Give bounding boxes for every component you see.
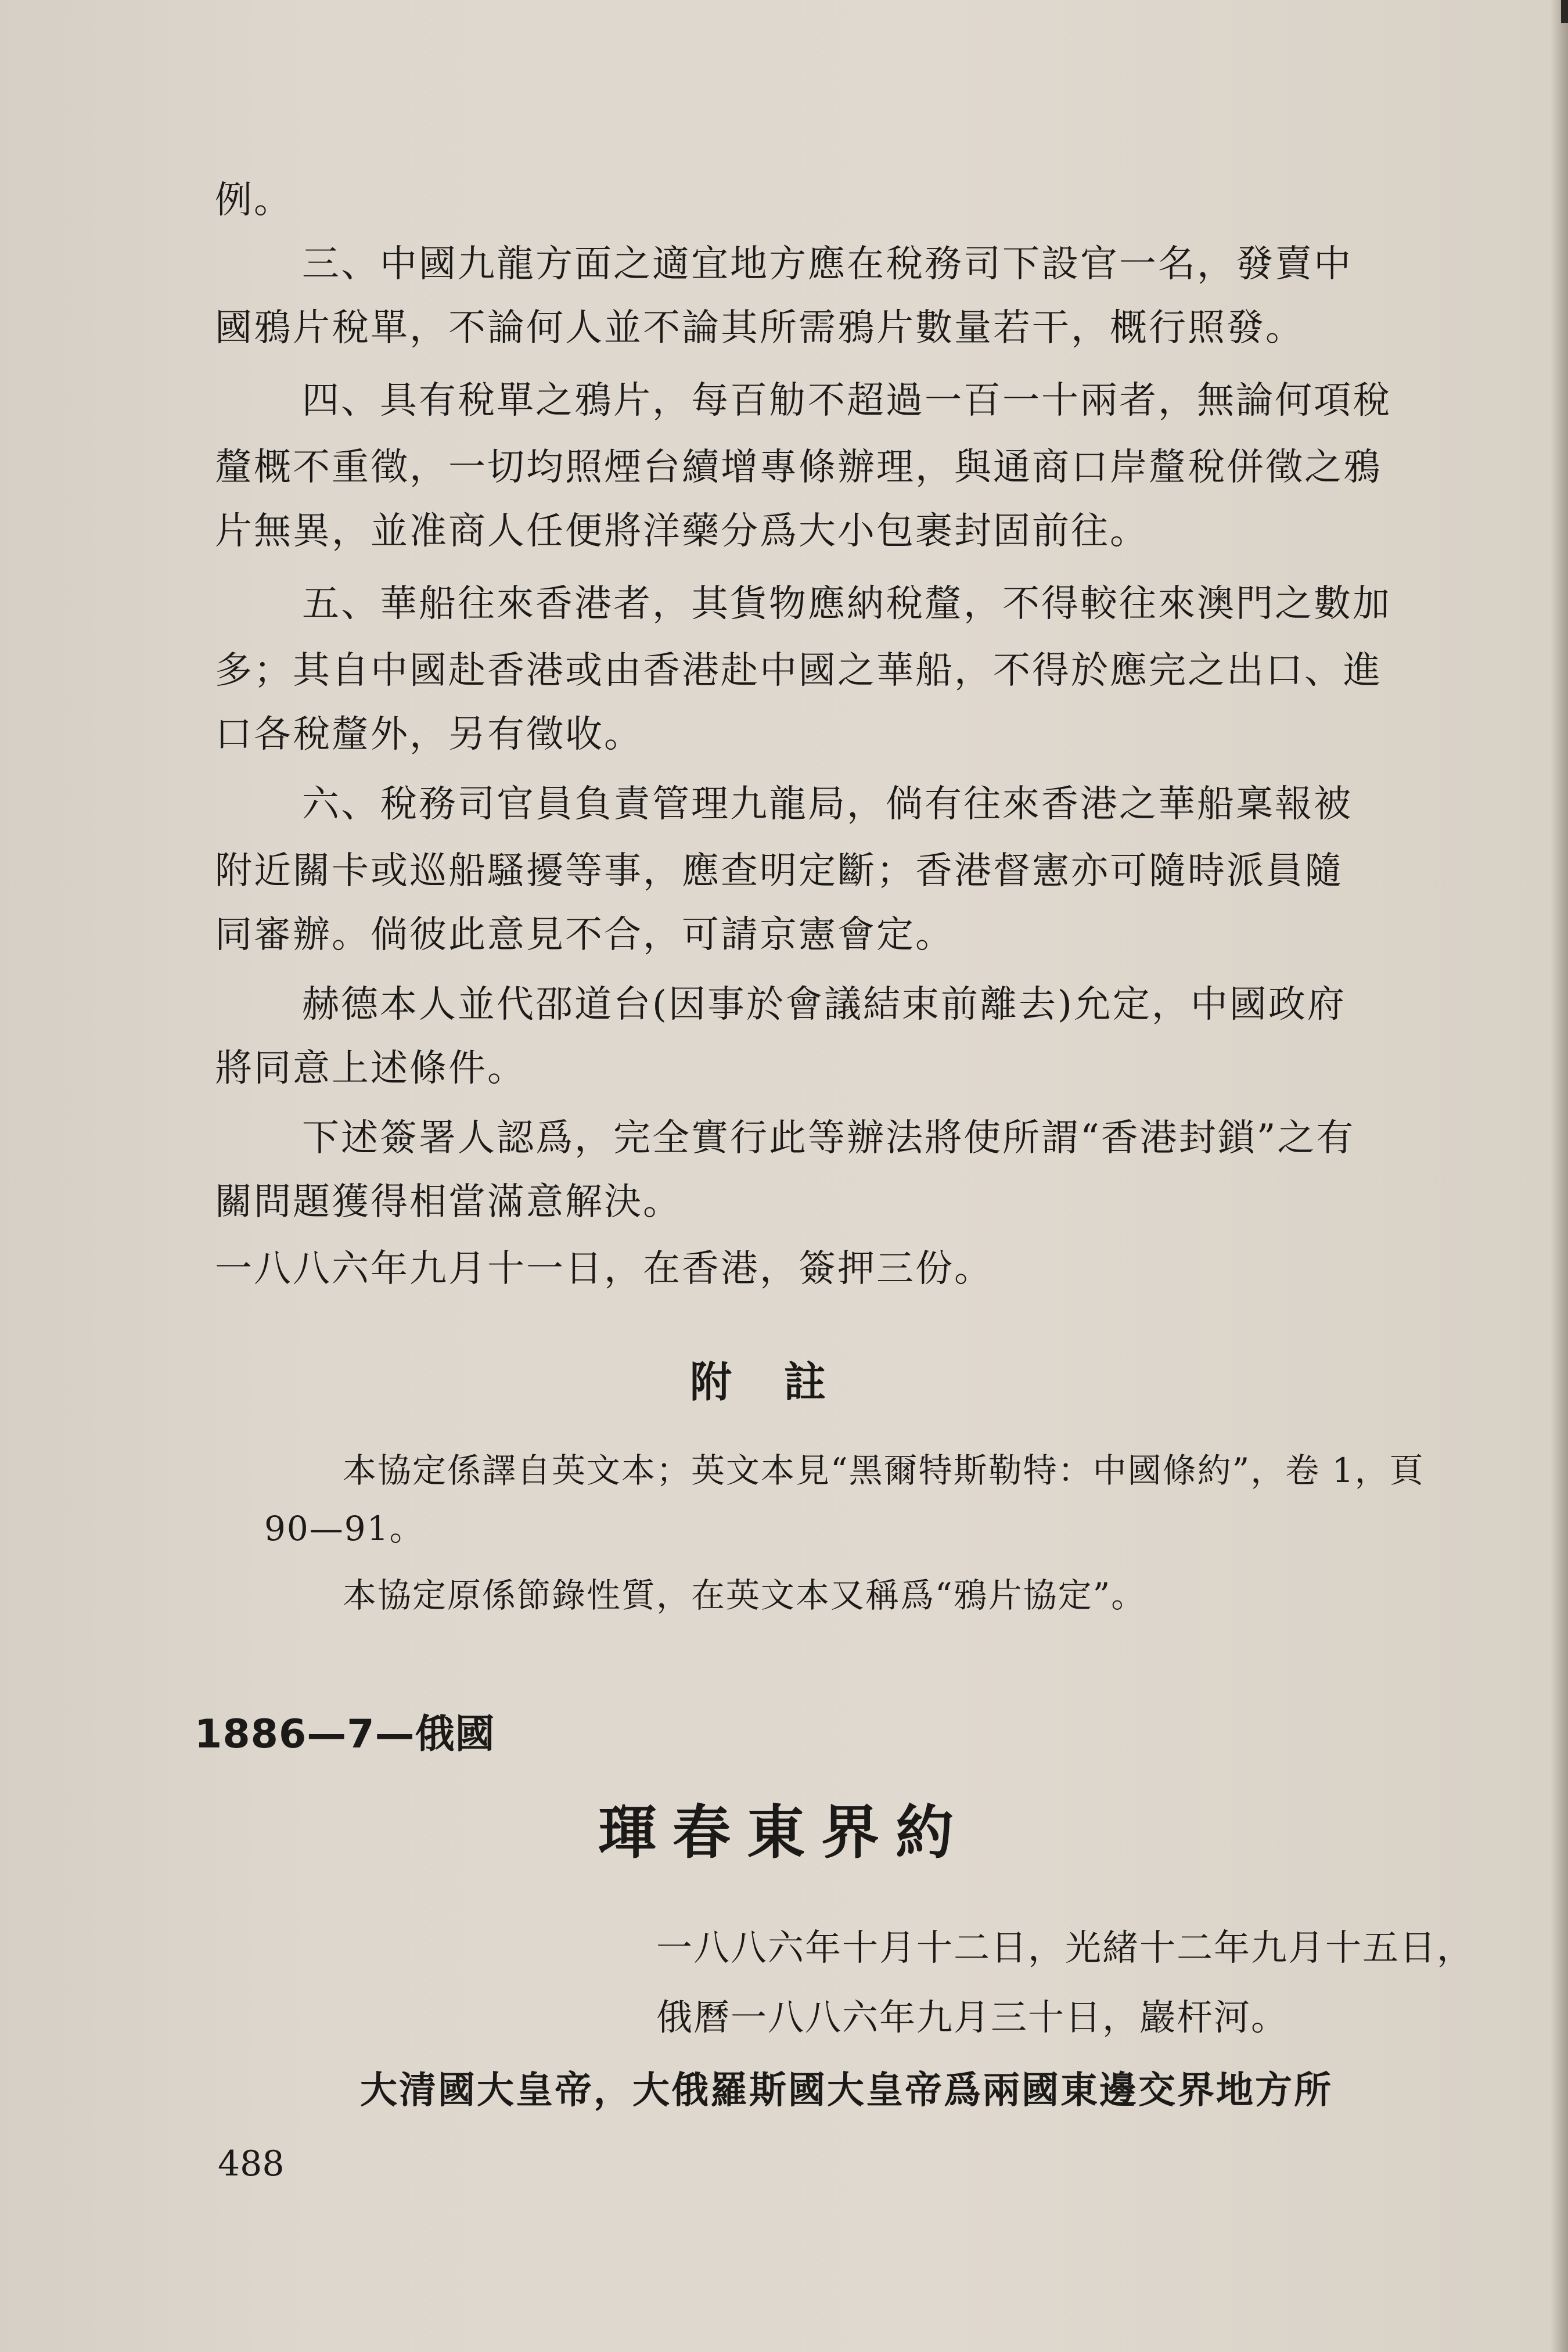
body-line: 三、中國九龍方面之適宜地方應在稅務司下設官一名，發賣中 bbox=[302, 243, 1353, 286]
note-line: 本協定原係節錄性質，在英文本又稱爲“鴉片協定”。 bbox=[343, 1576, 1146, 1615]
note-line: 本協定係譯自英文本；英文本見“黑爾特斯勒特：中國條約”，卷 1，頁 bbox=[343, 1451, 1425, 1490]
body-line: 關問題獲得相當滿意解決。 bbox=[215, 1181, 682, 1224]
body-line: 例。 bbox=[215, 179, 293, 222]
body-line: 五、華船往來香港者，其貨物應納稅釐，不得較往來澳門之數加 bbox=[302, 582, 1391, 625]
body-line: 下述簽署人認爲，完全實行此等辦法將使所謂“香港封鎖”之有 bbox=[302, 1117, 1355, 1160]
notes-heading: 附註 bbox=[689, 1357, 878, 1407]
treaty-date-line: 俄曆一八八六年九月三十日，巖杆河。 bbox=[656, 1996, 1289, 2038]
page-corner-shadow bbox=[1561, 0, 1568, 23]
body-line: 將同意上述條件。 bbox=[215, 1047, 526, 1090]
body-line: 四、具有稅單之鴉片，每百觔不超過一百一十兩者，無論何項稅 bbox=[302, 379, 1391, 422]
body-line: 釐概不重徵，一切均照煙台續增專條辦理，與通商口岸釐稅併徵之鴉 bbox=[215, 446, 1382, 489]
body-line: 赫德本人並代邵道台(因事於會議結束前離去)允定，中國政府 bbox=[302, 983, 1346, 1026]
note-line: 90—91。 bbox=[264, 1509, 425, 1548]
body-line: 附近關卡或巡船騷擾等事，應查明定斷；香港督憲亦可隨時派員隨 bbox=[215, 850, 1343, 893]
body-line: 國鴉片稅單，不論何人並不論其所需鴉片數量若干，概行照發。 bbox=[215, 307, 1304, 350]
page-edge-shadow bbox=[1551, 0, 1568, 2352]
page-number: 488 bbox=[218, 2144, 285, 2184]
body-line: 多；其自中國赴香港或由香港赴中國之華船，不得於應完之出口、進 bbox=[215, 649, 1382, 692]
treaty-section-heading: 1886—7—俄國 bbox=[195, 1711, 495, 1757]
treaty-date-line: 一八八六年十月十二日，光緒十二年九月十五日， bbox=[656, 1926, 1475, 1969]
body-line: 片無異，並准商人任便將洋藥分爲大小包裹封固前往。 bbox=[215, 510, 1149, 553]
body-line: 六、稅務司官員負責管理九龍局，倘有往來香港之華船稟報被 bbox=[302, 783, 1353, 826]
body-line: 同審辦。倘彼此意見不合，可請京憲會定。 bbox=[215, 914, 954, 956]
body-line: 口各稅釐外，另有徵收。 bbox=[215, 713, 643, 756]
treaty-opening-line: 大清國大皇帝，大俄羅斯國大皇帝爲兩國東邊交界地方所 bbox=[360, 2069, 1333, 2112]
body-line: 一八八六年九月十一日，在香港，簽押三份。 bbox=[215, 1247, 993, 1290]
treaty-title: 琿春東界約 bbox=[598, 1798, 970, 1867]
